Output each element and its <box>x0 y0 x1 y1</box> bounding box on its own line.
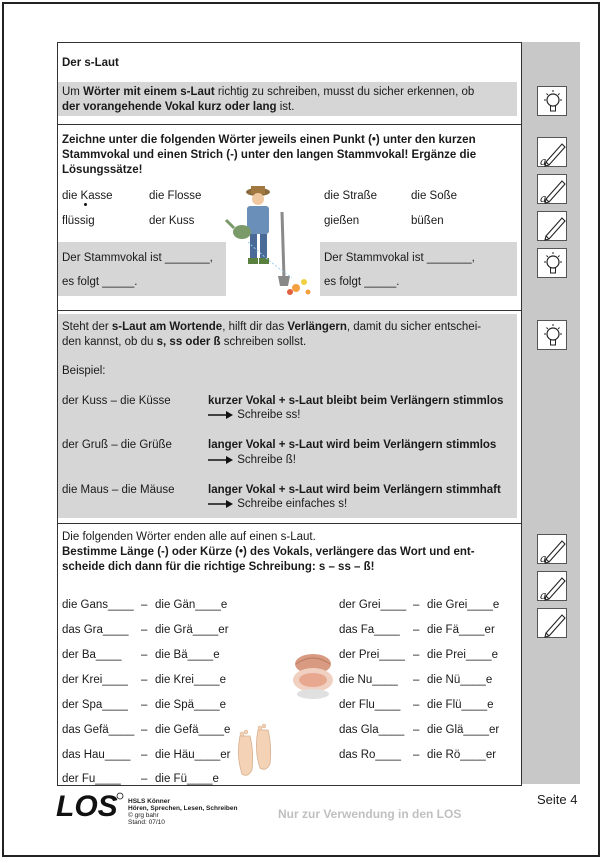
singular-word[interactable]: das Gra____ <box>62 624 129 636</box>
answer-left-2: es folgt _____. <box>62 276 138 288</box>
intro-line-2: der vorangehende Vokal kurz oder lang ist. <box>62 101 295 113</box>
example-result-1: Schreibe ss! <box>208 408 300 423</box>
plural-word[interactable]: die Fä____er <box>427 624 495 636</box>
page-title: Der s-Laut <box>62 57 119 69</box>
plural-word[interactable]: die Häu____er <box>155 749 231 761</box>
footer-copyright: © grg bahr <box>128 812 159 819</box>
task2-line-2: Bestimme Länge (-) oder Kürze (•) des Vokals, verlängere das Wort und ent- <box>62 546 475 558</box>
dash: – <box>413 649 420 661</box>
task1-line-3: Lösungssätze! <box>62 164 143 176</box>
example-label: Beispiel: <box>62 365 106 377</box>
example-rule-2: langer Vokal + s-Laut wird beim Verlängern stimmlos <box>208 439 497 451</box>
dash: – <box>413 624 420 636</box>
svg-text:a: a <box>540 589 547 602</box>
plural-word[interactable]: die Gän____e <box>155 599 228 611</box>
dash: – <box>413 699 420 711</box>
singular-word[interactable]: die Nu____ <box>339 674 398 686</box>
plural-word[interactable]: die Gefä____e <box>155 724 231 736</box>
plural-word[interactable]: die Prei____e <box>427 649 498 661</box>
los-logo-text: LOS <box>56 790 118 822</box>
plural-word[interactable]: die Krei____e <box>155 674 226 686</box>
word-flosse: die Flosse <box>149 190 202 202</box>
singular-word[interactable]: das Fa____ <box>339 624 400 636</box>
singular-word[interactable]: der Krei____ <box>62 674 128 686</box>
word-giessen: gießen <box>324 215 360 227</box>
singular-word[interactable]: das Hau____ <box>62 749 131 761</box>
plural-word[interactable]: die Fü____e <box>155 773 219 785</box>
singular-word[interactable]: das Ro____ <box>339 749 402 761</box>
dash: – <box>413 749 420 761</box>
pencil-icon <box>537 211 567 241</box>
dash: – <box>413 724 420 736</box>
svg-text:a: a <box>540 552 547 565</box>
pencil-writing-icon <box>537 174 567 204</box>
example-pair-3: die Maus – die Mäuse <box>62 484 175 496</box>
gardener-illustration <box>222 182 322 300</box>
arrow-right-icon <box>208 499 234 509</box>
answer-right-2: es folgt _____. <box>324 276 400 288</box>
dash: – <box>141 773 148 785</box>
plural-word[interactable]: die Grei____e <box>427 599 500 611</box>
task2-line-3: scheide dich dann für die richtige Schreibung: s – ss – ß! <box>62 561 375 573</box>
pencil-writing-icon <box>537 571 567 601</box>
word-kuss: der Kuss <box>149 215 195 227</box>
dash: – <box>141 724 148 736</box>
example-pair-2: der Gruß – die Grüße <box>62 439 172 451</box>
lightbulb-icon <box>537 248 567 278</box>
plural-word[interactable]: die Nü____e <box>427 674 493 686</box>
lightbulb-icon <box>537 86 567 116</box>
page-number: Seite 4 <box>537 792 578 807</box>
example-rule-3: langer Vokal + s-Laut wird beim Verlängern stimmhaft <box>208 484 501 496</box>
example-result-3: Schreibe einfaches s! <box>208 497 347 512</box>
singular-word[interactable]: der Spa____ <box>62 699 128 711</box>
singular-word[interactable]: der Fu____ <box>62 773 121 785</box>
plural-word[interactable]: die Bä____e <box>155 649 220 661</box>
word-fluessig: flüssig <box>62 215 95 227</box>
dash: – <box>141 649 148 661</box>
plural-word[interactable]: die Flü____e <box>427 699 494 711</box>
feet-illustration <box>232 716 278 780</box>
plural-word[interactable]: die Glä____er <box>427 724 500 736</box>
answer-left-1: Der Stammvokal ist _______, <box>62 252 213 264</box>
dash: – <box>413 599 420 611</box>
singular-word[interactable]: der Ba____ <box>62 649 122 661</box>
task1-line-2: Stammvokal und einen Strich (-) unter den langen Stammvokal! Ergänze die <box>62 149 477 161</box>
dash: – <box>141 599 148 611</box>
pencil-writing-icon <box>537 534 567 564</box>
lightbulb-icon <box>537 320 567 350</box>
pencil-writing-icon <box>537 137 567 167</box>
word-buessen: büßen <box>411 215 444 227</box>
plural-word[interactable]: die Grä____er <box>155 624 229 636</box>
plural-word[interactable]: die Spä____e <box>155 699 226 711</box>
answer-right-1: Der Stammvokal ist _______, <box>324 252 475 264</box>
shell-illustration <box>290 650 336 702</box>
word-sosse: die Soße <box>411 190 458 202</box>
word-strasse: die Straße <box>324 190 378 202</box>
dash: – <box>141 749 148 761</box>
singular-word[interactable]: der Prei____ <box>339 649 405 661</box>
footer-note: Nur zur Verwendung in den LOS <box>278 807 462 821</box>
svg-text:a: a <box>540 192 547 205</box>
singular-word[interactable]: die Gans____ <box>62 599 134 611</box>
arrow-right-icon <box>208 410 234 420</box>
task1-line-1: Zeichne unter die folgenden Wörter jeweils einen Punkt (•) unter den kurzen <box>62 134 476 146</box>
svg-text:a: a <box>540 155 547 168</box>
dash: – <box>141 674 148 686</box>
footer-product: HSLS Könner <box>128 798 170 805</box>
word-kasse: die Kasse <box>62 190 113 202</box>
pencil-icon <box>537 608 567 638</box>
intro-line-1: Um Wörter mit einem s-Laut richtig zu schreiben, musst du sicher erkennen, ob <box>62 86 475 98</box>
footer-subtitle: Hören, Sprechen, Lesen, Schreiben <box>128 805 238 812</box>
los-logo <box>56 790 126 827</box>
example-result-2: Schreibe ß! <box>208 453 296 468</box>
rule-line-2: den kannst, ob du s, ss oder ß schreiben sollst. <box>62 336 307 348</box>
footer-version: Stand: 07/10 <box>128 819 165 826</box>
singular-word[interactable]: das Gla____ <box>339 724 405 736</box>
arrow-right-icon <box>208 455 234 465</box>
rule-line-1: Steht der s-Laut am Wortende, hilft dir das Verlängern, damit du sicher entschei- <box>62 321 482 333</box>
task2-line-1: Die folgenden Wörter enden alle auf einen s-Laut. <box>62 531 316 543</box>
dash: – <box>141 699 148 711</box>
example-rule-1: kurzer Vokal + s-Laut bleibt beim Verlängern stimmlos <box>208 395 504 407</box>
singular-word[interactable]: der Grei____ <box>339 599 407 611</box>
example-pair-1: der Kuss – die Küsse <box>62 395 171 407</box>
dash: – <box>413 674 420 686</box>
singular-word[interactable]: der Flu____ <box>339 699 401 711</box>
dash: – <box>141 624 148 636</box>
singular-word[interactable]: das Gefä____ <box>62 724 135 736</box>
plural-word[interactable]: die Rö____er <box>427 749 497 761</box>
short-vowel-dot <box>84 203 87 206</box>
